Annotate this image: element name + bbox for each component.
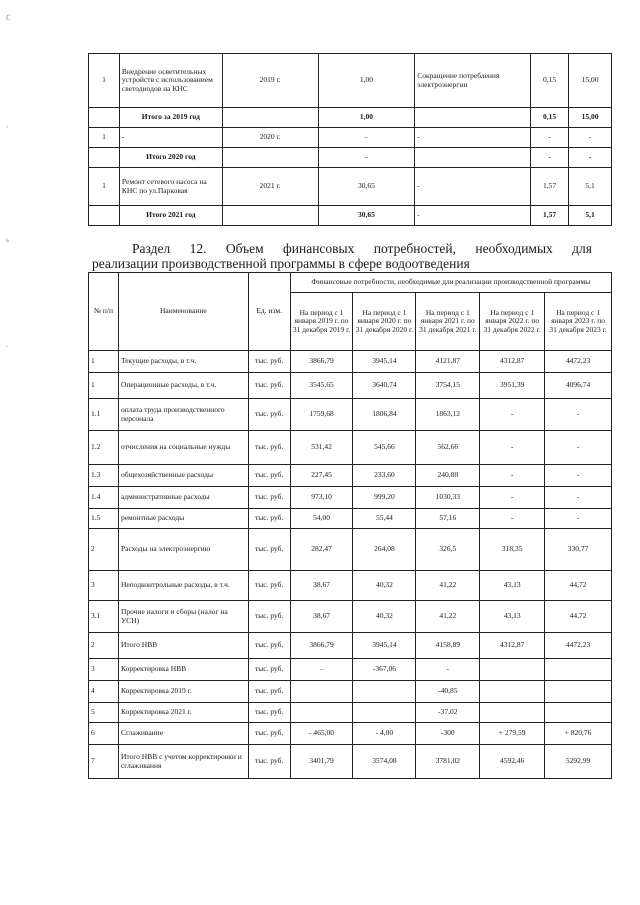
row-name: общехозяйственные расходы (118, 465, 248, 487)
table-row (89, 431, 612, 465)
row-value: 3951,39 (480, 373, 545, 399)
row-value: 57,16 (416, 509, 480, 529)
row-value: 4472,23 (545, 351, 612, 373)
row-value (290, 681, 353, 703)
row-value: 15,00 (569, 54, 612, 108)
row-value: 41,22 (416, 601, 480, 633)
table-row (89, 703, 612, 723)
row-value: 3754,15 (416, 373, 480, 399)
row-value: 38,67 (290, 601, 353, 633)
row-number: 2 (89, 529, 119, 571)
row-value (353, 681, 416, 703)
table-row (89, 148, 612, 168)
header-period: На период с 1 января 2023 г. по 31 декабря 2023 г. (545, 293, 612, 351)
row-value: 5292,99 (545, 745, 612, 779)
table-row (89, 681, 612, 703)
row-value (480, 703, 545, 723)
row-name: Корректировка 2021 г. (118, 703, 248, 723)
row-value: - (531, 128, 569, 148)
row-unit: тыс. руб. (248, 399, 290, 431)
row-value: 3781,02 (416, 745, 480, 779)
row-effect (415, 108, 531, 128)
table-row (89, 633, 612, 659)
row-effect: - (415, 206, 531, 226)
table-row (89, 206, 612, 226)
row-number: 2 (89, 633, 119, 659)
row-value: + 279,59 (480, 723, 545, 745)
table-row (89, 487, 612, 509)
header-number: № п/п (89, 273, 119, 351)
row-value: + 820,76 (545, 723, 612, 745)
row-unit: тыс. руб. (248, 571, 290, 601)
row-number: 1 (89, 373, 119, 399)
row-number: 5 (89, 703, 119, 723)
row-value: - (545, 465, 612, 487)
row-name: Ремонт сетевого насоса на КНС по ул.Парковая (119, 168, 222, 206)
row-name: Итого НВВ (118, 633, 248, 659)
row-value: 41,22 (416, 571, 480, 601)
row-number: 1 (89, 54, 120, 108)
row-unit: тыс. руб. (248, 601, 290, 633)
row-unit: тыс. руб. (248, 509, 290, 529)
row-number: 1.4 (89, 487, 119, 509)
row-value: 1030,33 (416, 487, 480, 509)
row-value: 0,15 (531, 108, 569, 128)
row-value: 1806,84 (353, 399, 416, 431)
margin-mark: ʼ (6, 125, 9, 133)
row-name: Внедрение осветительных устройств с использованием светодиодов на КНС (119, 54, 222, 108)
header-unit: Ед. изм. (248, 273, 290, 351)
row-value: 264,08 (353, 529, 416, 571)
row-name: Неподконтрольные расходы, в т.ч. (118, 571, 248, 601)
row-unit: тыс. руб. (248, 723, 290, 745)
row-value: - (290, 659, 353, 681)
margin-mark: ь (6, 236, 10, 244)
row-name: оплата труда производственного персонала (118, 399, 248, 431)
table-row (89, 745, 612, 779)
row-value: 1863,12 (416, 399, 480, 431)
row-value: 1759,68 (290, 399, 353, 431)
row-value: - 4,00 (353, 723, 416, 745)
row-unit: тыс. руб. (248, 529, 290, 571)
row-value: 43,13 (480, 571, 545, 601)
row-value: 330,77 (545, 529, 612, 571)
row-year: 2021 г. (222, 168, 318, 206)
row-value: - (480, 487, 545, 509)
row-value (480, 681, 545, 703)
row-value: 545,66 (353, 431, 416, 465)
row-name: - (119, 128, 222, 148)
margin-mark: · (6, 343, 9, 351)
header-group: Финансовые потребности, необходимые для реализации производственной программы (290, 273, 611, 293)
row-value: 44,72 (545, 601, 612, 633)
row-value: 3945,14 (353, 351, 416, 373)
row-unit: тыс. руб. (248, 487, 290, 509)
row-value: 973,10 (290, 487, 353, 509)
row-value: - (569, 128, 612, 148)
row-value: 326,5 (416, 529, 480, 571)
row-value: - (531, 148, 569, 168)
row-value (545, 681, 612, 703)
row-value: - 465,00 (290, 723, 353, 745)
row-value: 5,1 (569, 206, 612, 226)
row-number: 3 (89, 571, 119, 601)
row-unit: тыс. руб. (248, 351, 290, 373)
row-name: Сглаживание (118, 723, 248, 745)
row-value: 38,67 (290, 571, 353, 601)
row-year (222, 148, 318, 168)
row-name: Итого 2021 год (119, 206, 222, 226)
row-value: -367,06 (353, 659, 416, 681)
row-effect: - (415, 168, 531, 206)
row-number: 1.1 (89, 399, 119, 431)
row-value: 54,00 (290, 509, 353, 529)
row-cost: 1,00 (318, 108, 415, 128)
row-year: 2020 г. (222, 128, 318, 148)
row-year (222, 206, 318, 226)
table-row (89, 723, 612, 745)
row-unit: тыс. руб. (248, 373, 290, 399)
row-number: 1.3 (89, 465, 119, 487)
row-number: 7 (89, 745, 119, 779)
row-unit: тыс. руб. (248, 465, 290, 487)
row-value: - (416, 659, 480, 681)
row-value: -300 (416, 723, 480, 745)
row-value (545, 659, 612, 681)
header-name: Наименование (118, 273, 248, 351)
row-name: Итого 2020 год (119, 148, 222, 168)
row-name: Итого за 2019 год (119, 108, 222, 128)
row-number (89, 108, 120, 128)
table-row (89, 351, 612, 373)
row-value: - (545, 487, 612, 509)
row-effect: Сокращение потребления электроэнергии (415, 54, 531, 108)
row-value: 3574,08 (353, 745, 416, 779)
section-heading-line1: Раздел 12. Объем финансовых потребностей, необходимых для (132, 241, 592, 256)
row-name: ремонтные расходы (118, 509, 248, 529)
row-value (353, 703, 416, 723)
row-value: 3401,79 (290, 745, 353, 779)
row-unit: тыс. руб. (248, 681, 290, 703)
table-row (89, 373, 612, 399)
row-number: 3 (89, 659, 119, 681)
row-number (89, 206, 120, 226)
row-value: 3866,79 (290, 351, 353, 373)
row-unit: тыс. руб. (248, 633, 290, 659)
row-value: 40,32 (353, 571, 416, 601)
row-number: 1 (89, 128, 120, 148)
row-name: Текущие расходы, в т.ч. (118, 351, 248, 373)
row-value: 3866,79 (290, 633, 353, 659)
row-number: 6 (89, 723, 119, 745)
row-value: 0,15 (531, 54, 569, 108)
row-value: 4592,46 (480, 745, 545, 779)
row-value: 1,57 (531, 206, 569, 226)
row-value (545, 703, 612, 723)
table-row (89, 128, 612, 148)
row-value: - (545, 431, 612, 465)
table-row (89, 465, 612, 487)
table-row (89, 108, 612, 128)
row-value: - (545, 509, 612, 529)
row-value: 55,44 (353, 509, 416, 529)
row-value: 531,42 (290, 431, 353, 465)
row-effect (415, 148, 531, 168)
row-value: -37,02 (416, 703, 480, 723)
row-year: 2019 г. (222, 54, 318, 108)
row-value: 4312,87 (480, 351, 545, 373)
row-value: 3640,74 (353, 373, 416, 399)
row-value: 3945,14 (353, 633, 416, 659)
row-value: 233,60 (353, 465, 416, 487)
section-heading (92, 241, 592, 271)
margin-mark: ℂ (6, 14, 11, 22)
measures-table (88, 53, 612, 226)
row-unit: тыс. руб. (248, 745, 290, 779)
table-row (89, 509, 612, 529)
row-year (222, 108, 318, 128)
row-value: 240,88 (416, 465, 480, 487)
row-value: 4158,89 (416, 633, 480, 659)
row-value: 227,45 (290, 465, 353, 487)
row-value: 4312,87 (480, 633, 545, 659)
row-number: 1.2 (89, 431, 119, 465)
row-value: 40,32 (353, 601, 416, 633)
row-value: - (480, 399, 545, 431)
table-row (89, 529, 612, 571)
row-value (290, 703, 353, 723)
header-period: На период с 1 января 2020 г. по 31 декабря 2020 г. (353, 293, 416, 351)
row-name: Итого НВВ с учетом корректировки и сглаживания (118, 745, 248, 779)
row-number (89, 148, 120, 168)
row-name: административные расходы (118, 487, 248, 509)
row-value: 43,13 (480, 601, 545, 633)
table-row (89, 659, 612, 681)
row-value: - (480, 509, 545, 529)
header-period: На период с 1 января 2022 г. по 31 декабря 2022 г. (480, 293, 545, 351)
row-cost: 1,00 (318, 54, 415, 108)
row-name: Корректировка 2019 г. (118, 681, 248, 703)
row-value: 44,72 (545, 571, 612, 601)
row-value: 282,47 (290, 529, 353, 571)
section-heading-line2: реализации производственной программы в сфере водоотведения (92, 256, 470, 271)
row-name: отчисления на социальные нужды (118, 431, 248, 465)
row-value (480, 659, 545, 681)
row-number: 3.1 (89, 601, 119, 633)
row-unit: тыс. руб. (248, 703, 290, 723)
row-name: Расходы на электроэнергию (118, 529, 248, 571)
financial-needs-table (88, 272, 612, 779)
row-value: 4096,74 (545, 373, 612, 399)
row-cost: - (318, 128, 415, 148)
table-row (89, 571, 612, 601)
row-name: Корректировка НВВ (118, 659, 248, 681)
row-value: 4121,87 (416, 351, 480, 373)
row-value: 318,35 (480, 529, 545, 571)
row-value: - (545, 399, 612, 431)
row-unit: тыс. руб. (248, 431, 290, 465)
row-value: 5,1 (569, 168, 612, 206)
table-row (89, 54, 612, 108)
row-number: 4 (89, 681, 119, 703)
row-value: 562,66 (416, 431, 480, 465)
row-value: - (480, 431, 545, 465)
row-value: 999,20 (353, 487, 416, 509)
row-number: 1 (89, 351, 119, 373)
header-period: На период с 1 января 2019 г. по 31 декабря 2019 г. (290, 293, 353, 351)
row-value: - (569, 148, 612, 168)
table-row (89, 168, 612, 206)
row-value: - (480, 465, 545, 487)
row-number: 1 (89, 168, 120, 206)
row-value: 15,00 (569, 108, 612, 128)
row-name: Операционные расходы, в т.ч. (118, 373, 248, 399)
row-cost: - (318, 148, 415, 168)
row-cost: 30,65 (318, 206, 415, 226)
table-row (89, 601, 612, 633)
row-effect: - (415, 128, 531, 148)
row-unit: тыс. руб. (248, 659, 290, 681)
row-name: Прочие налоги и сборы (налог на УСН) (118, 601, 248, 633)
row-value: 4472,23 (545, 633, 612, 659)
header-period: На период с 1 января 2021 г. по 31 декабря 2021 г. (416, 293, 480, 351)
row-value: -40,85 (416, 681, 480, 703)
row-number: 1.5 (89, 509, 119, 529)
table-row (89, 399, 612, 431)
row-cost: 30,65 (318, 168, 415, 206)
row-value: 3545,65 (290, 373, 353, 399)
row-value: 1,57 (531, 168, 569, 206)
